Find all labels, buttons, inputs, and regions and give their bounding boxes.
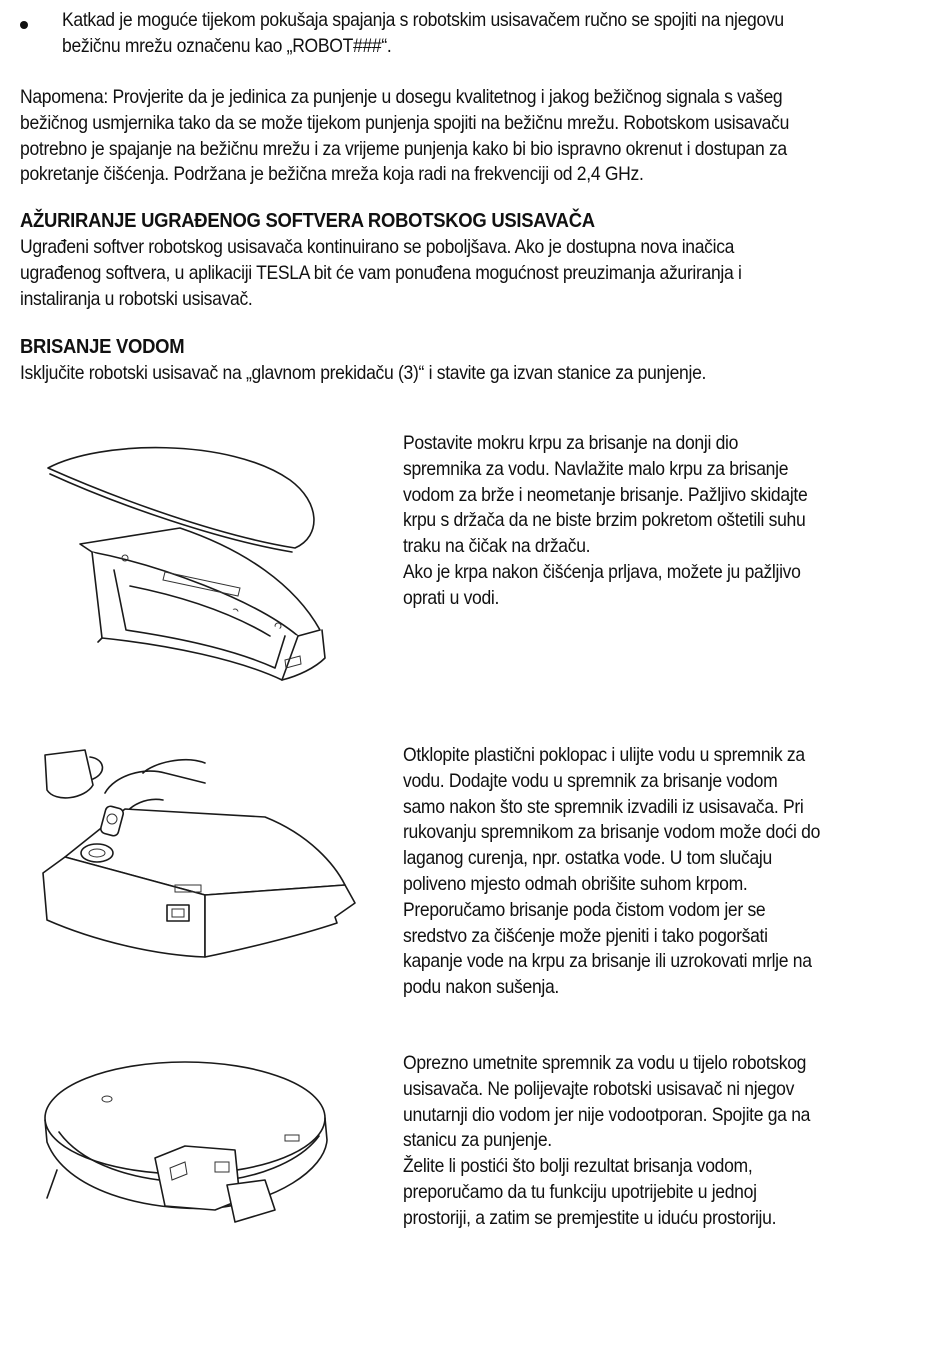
step-3-instruction-text: Oprezno umetnite spremnik za vodu u tijelo robotskog usisavača. Ne polijevajte robotski usisavač ni njegov unutarnji dio vodom jer nije vodootporan. Spojite ga na stanicu za punjenje. Želite li postići što bolji rezultat brisanja vodom, preporučamo da tu funkciju upotrijebite u jednoj prostoriji, a zatim se premjestite u iduću prostoriju. — [403, 1052, 811, 1229]
step-2-instruction-text: Otklopite plastični poklopac i ulijte vodu u spremnik za vodu. Dodajte vodu u spremnik za brisanje vodom samo nakon što ste spremnik izvadili iz usisavača. Pri rukovanju spremnikom za brisanje vodom može doći do laganog curenja, npr. ostatka vode. U tom slučaju poliveno mjesto odmah obrišite suhom krpom. Preporučamo brisanje poda čistom vodom jer se sredstvo za čišćenje može pjeniti i tako pogoršati kapanje vode na krpu za brisanje ili uzrokovati mrlje na podu nakon sušenja. — [403, 744, 821, 999]
mopping-intro-paragraph: Isključite robotski usisavač na „glavnom prekidaču (3)“ i stavite ga izvan stanice za punjenje. — [20, 362, 707, 384]
firmware-paragraph: Ugrađeni softver robotskog usisavača kontinuirano se poboljšava. Ako je dostupna nova inačica ugrađenog softvera, u aplikaciji TESLA bit će vam ponuđena mogućnost preuzimanja ažuriranja i instaliranja u robotski usisavač. — [20, 236, 742, 310]
mopping-heading: BRISANJE VODOM — [20, 335, 185, 358]
wifi-bullet-item — [0, 8, 950, 63]
mop-cloth-tank-illustration — [30, 440, 365, 695]
firmware-heading: AŽURIRANJE UGRAĐENOG SOFTVERA ROBOTSKOG USISAVAČA — [20, 209, 595, 232]
wifi-note-paragraph: Napomena: Provjerite da je jedinica za punjenje u dosegu kvalitetnog i jakog bežičnog signala s vašeg bežičnog usmjernika tako da se može tijekom punjenja spojiti na bežičnu mrežu. Robotskom usisavaču potrebno je spajanje na bežičnu mrežu i za vrijeme punjenja kako bi bio ispravno okrenut i dostupan za pokretanje čišćenja. Podržana je bežična mreža koja radi na frekvenciji od 2,4 GHz. — [20, 86, 790, 186]
bullet-dot — [20, 21, 28, 29]
wifi-bullet-text: Katkad je moguće tijekom pokušaja spajanja s robotskim usisavačem ručno se spojiti na njegovu bežičnu mrežu označenu kao „ROBOT###“. — [62, 9, 784, 57]
robot-vacuum-insert-tank-illustration — [35, 1050, 365, 1235]
step-1-instruction-text: Postavite mokru krpu za brisanje na donji dio spremnika za vodu. Navlažite malo krpu za brisanje vodom za brže i neometanje brisanje. Pažljivo skidajte krpu s držača da ne biste brzim pokretom oštetili suhu traku na čičak na držaču. Ako je krpa nakon čišćenja prljava, možete ju pažljivo oprati u vodi. — [403, 432, 808, 609]
fill-water-tank-illustration — [35, 745, 365, 970]
